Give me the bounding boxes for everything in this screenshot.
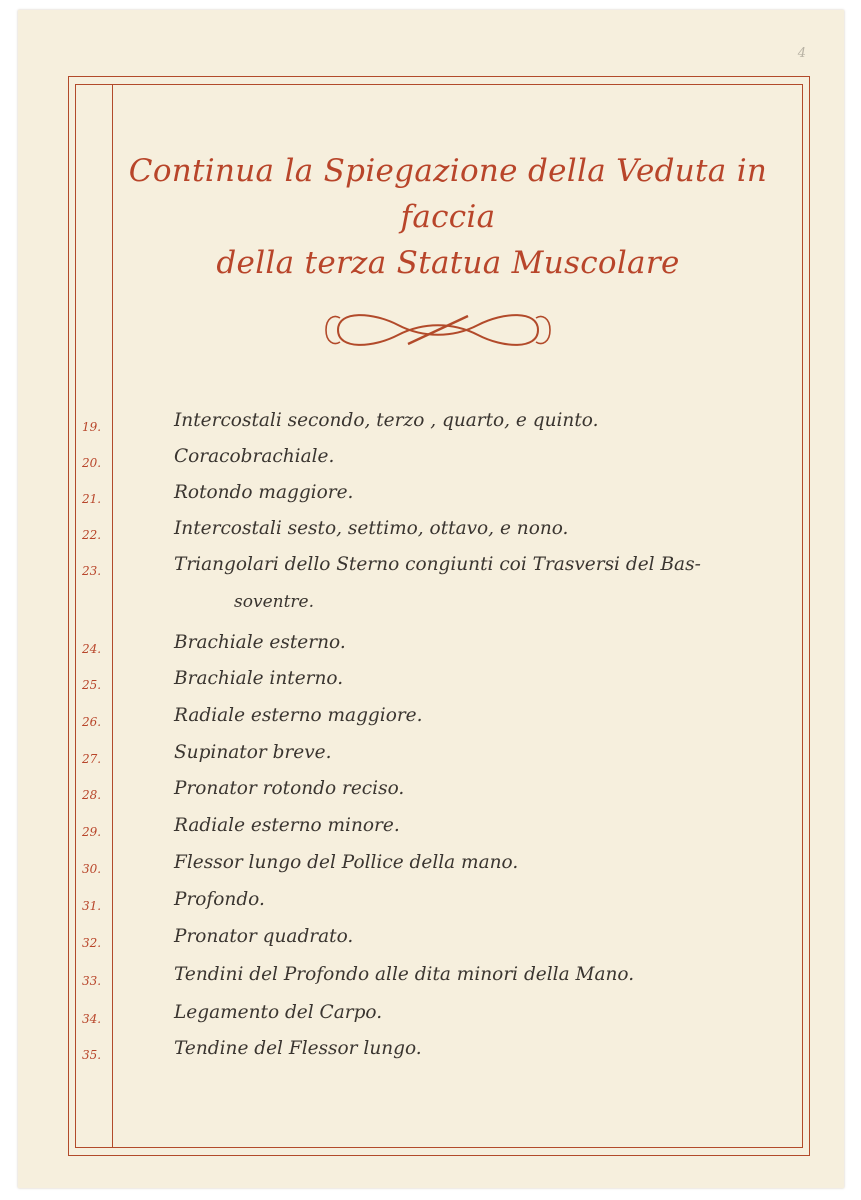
entry-number: 20. [82,456,102,470]
title-line-2: della terza Statua Muscolare [216,245,680,281]
entry-number: 25. [82,678,102,692]
list-item [76,410,776,440]
entry-text: Radiale esterno maggiore. [174,705,423,726]
entry-text: Triangolari dello Sterno congiunti coi Trasversi del Bas- [174,554,701,575]
entry-text: Coracobrachiale. [174,446,335,467]
entry-text: Rotondo maggiore. [174,482,354,503]
list-item [76,778,776,808]
entry-number: 31. [82,899,102,913]
list-item [76,852,776,882]
entry-number: 22. [82,528,102,542]
list-item [76,889,776,919]
entry-number: 35. [82,1048,102,1062]
entry-number: 32. [82,936,102,950]
list-item [76,742,776,772]
page-title [98,148,798,286]
list-item [76,926,776,956]
list-item [76,446,776,476]
list-item [76,964,776,994]
entry-number: 33. [82,974,102,988]
entry-text: Brachiale interno. [174,668,344,689]
entry-text: Legamento del Carpo. [174,1002,383,1023]
entry-number: 28. [82,788,102,802]
entry-text: Radiale esterno minore. [174,815,400,836]
list-item [76,1038,776,1068]
entry-number: 23. [82,564,102,578]
entry-text: Supinator breve. [174,742,332,763]
list-item [76,705,776,735]
entry-number: 19. [82,420,102,434]
list-item [76,632,776,662]
flourish-ornament [318,300,558,360]
entry-text: Intercostali sesto, settimo, ottavo, e nono. [174,518,569,539]
entry-text: Tendini del Profondo alle dita minori della Mano. [174,964,635,985]
list-item [76,554,776,624]
manuscript-page [18,10,844,1188]
list-item [76,518,776,548]
entry-text: Intercostali secondo, terzo , quarto, e quinto. [174,410,599,431]
entry-number: 21. [82,492,102,506]
list-item [76,482,776,512]
entry-number: 27. [82,752,102,766]
title-line-1: Continua la Spiegazione della Veduta in faccia [128,153,768,235]
entry-number: 30. [82,862,102,876]
entry-number: 26. [82,715,102,729]
entry-text: Pronator quadrato. [174,926,354,947]
entry-text: Pronator rotondo reciso. [174,778,405,799]
entry-number: 34. [82,1012,102,1026]
list-item [76,1002,776,1032]
list-item [76,668,776,698]
entry-number: 29. [82,825,102,839]
entry-number: 24. [82,642,102,656]
entry-text: Flessor lungo del Pollice della mano. [174,852,519,873]
page-number: 4 [797,46,806,61]
entry-text: Profondo. [174,889,265,910]
list-item [76,815,776,845]
entry-text: Tendine del Flessor lungo. [174,1038,422,1059]
entry-text: Brachiale esterno. [174,632,346,653]
entry-continuation: soventre. [234,592,314,612]
